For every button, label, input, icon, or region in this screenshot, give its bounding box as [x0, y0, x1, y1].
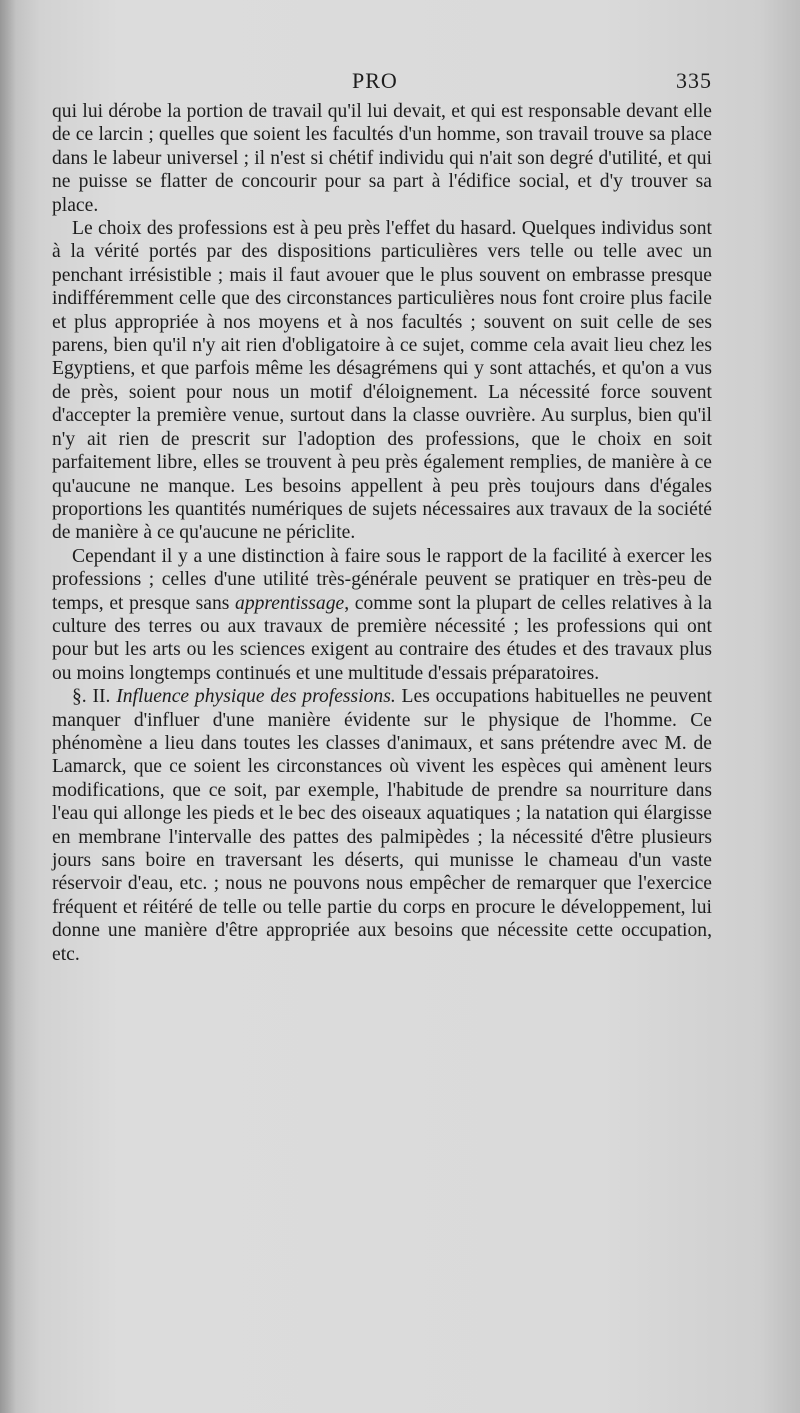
page-number: 335: [676, 68, 712, 93]
paragraph-1: qui lui dérobe la portion de travail qu'il lui devait, et qui est responsable devant elle de ce larcin ; quelles que soient les facultés d'un homme, son travail trouve sa place dans le labeur universel ; il n'est si chétif individu qui n'ait son degré d'utilité, et qui ne puisse se flatter de concourir pour sa part à l'édifice social, et d'y trouver sa place.: [52, 101, 712, 216]
paragraph-3-text-start: Cependant il y a une distinction à faire sous le rapport de la facilité à exercer les professions ; celles d'une utilité très-générale peuvent se pratiquer en très-peu de temps, et presque sans: [52, 545, 712, 614]
text-block: [52, 64, 712, 966]
paragraph-2: Le choix des professions est à peu près l'effet du hasard. Quelques individus sont à la vérité portés par des dispositions particulières vers telle ou telle avec un penchant irrésistible ; mais il faut avouer que le plus souvent on embrasse presque indifféremment celle que des circonstances particulières nous font croire plus facile et plus appropriée à nos moyens et à nos facultés ; souvent on suit celle de ses parens, bien qu'il n'y ait rien d'obligatoire à ce sujet, comme cela avait lieu chez les Egyptiens, et que parfois même les désagrémens qui y sont attachés, et qu'on a vus de près, soient pour nous un motif d'éloignement. La nécessité force souvent d'accepter la première venue, surtout dans la classe ouvrière. Au surplus, bien qu'il n'y ait rien de prescrit sur l'adoption des professions, que le choix en soit parfaitement libre, elles se trouvent à peu près également remplies, de manière à ce qu'aucune ne manque. Les besoins appellent à peu près toujours dans d'égales proportions les quantités numériques de sujets nécessaires aux travaux de la société de manière à ce qu'aucune ne périclite.: [52, 218, 712, 544]
paragraph-4-text: Les occupations habituelles ne peuvent manquer d'influer d'une manière évidente sur le physique de l'homme. Ce phénomène a lieu dans toutes les classes d'animaux, et sans prétendre avec M. de Lamarck, que ce soient les circonstances où vivent les espèces qui amènent leurs modifications, que ce soit, par exemple, l'habitude de prendre sa nourriture dans l'eau qui allonge les pieds et le bec des oiseaux aquatiques ; la natation qui élargisse en membrane l'intervalle des pattes des palmipèdes ; la nécessité d'être plusieurs jours sans boire en traversant les déserts, qui munisse le chameau d'un vaste réservoir d'eau, etc. ; nous ne pouvons nous empêcher de remarquer que l'exercice fréquent et réitéré de telle ou telle partie du corps en procure le développement, lui donne une manière d'être appropriée aux besoins que nécessite cette occupation, etc.: [52, 686, 712, 965]
section-number: §. II.: [72, 686, 111, 708]
italic-term-apprentissage: apprentissage: [235, 592, 345, 614]
paragraph-3-text-end: , comme sont la plupart de celles relatives à la culture des terres ou aux travaux de première nécessité ; les professions qui ont pour but les arts ou les sciences exigent au contraire des études et des travaux plus ou moins longtemps continués et une multitude d'essais préparatoires.: [52, 592, 712, 684]
paragraph-4: [52, 685, 712, 966]
paragraph-3: [52, 545, 712, 685]
running-title: PRO: [352, 68, 398, 93]
running-head: [52, 64, 712, 100]
section-heading: Influence physique des professions.: [116, 686, 396, 708]
